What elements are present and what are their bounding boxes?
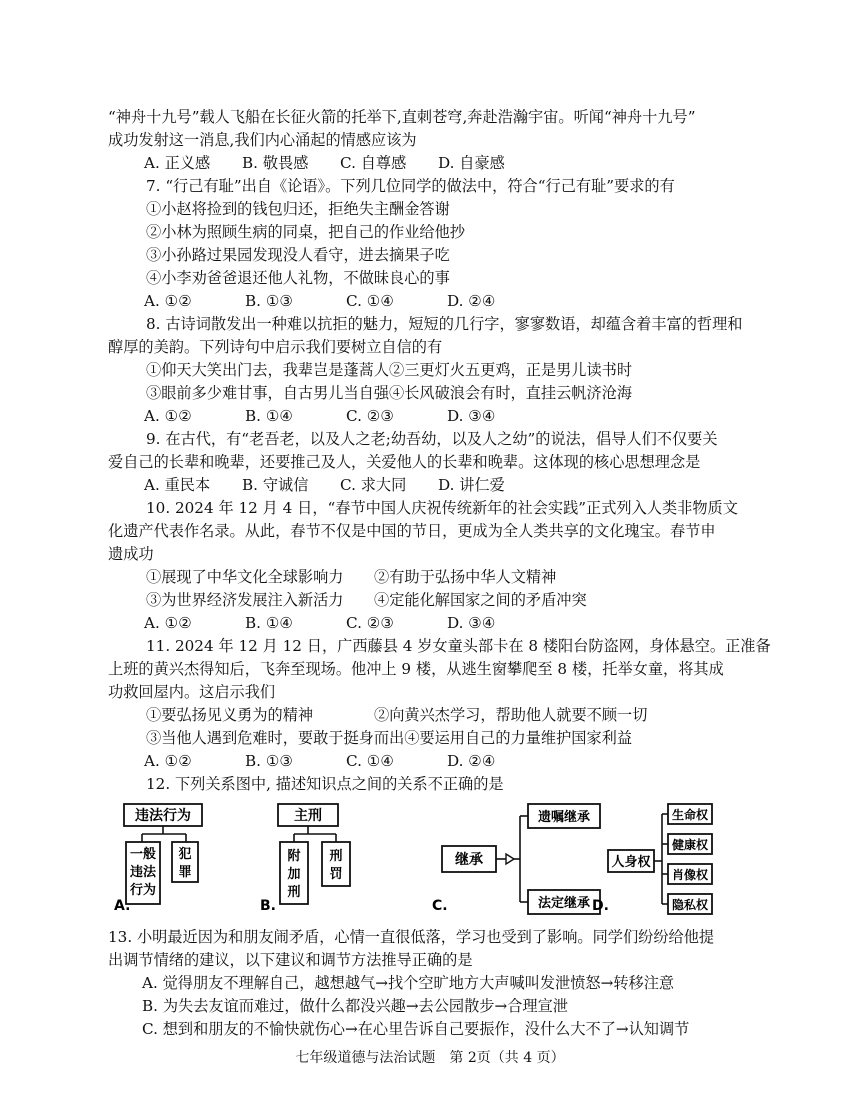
diagram-c-root-text: 继承	[455, 852, 483, 868]
q11-stem-line2: 上班的黄兴杰得知后，飞奔至现场。他冲上 9 楼，从逃生窗攀爬至 8 楼，托举女童，将其成	[108, 660, 724, 678]
q11-stem-line1: 11. 2024 年 12 月 12 日，广西藤县 4 岁女童头部卡在 8 楼阳台防盗网，身体悬空。正准备	[146, 637, 771, 655]
diagram-b-right-text-2: 罚	[329, 867, 343, 882]
diagram-c-branch1-text: 遗嘱继承	[537, 810, 591, 825]
q11-item-1: ①要弘扬见义勇为的精神	[146, 706, 314, 724]
q6-option-d: D. 自豪感	[438, 154, 505, 172]
diagram-d-item1-text: 生命权	[671, 808, 709, 822]
q10-stem-line1: 10. 2024 年 12 月 4 日，“春节中国人庆祝传统新年的社会实践”正式列入人类非物质文	[146, 499, 738, 517]
diagram-c-branch2-text: 法定继承	[537, 896, 591, 911]
q9-option-b: B. 守诚信	[242, 476, 309, 494]
diagram-b-label: B.	[260, 898, 276, 914]
q7-option-b: B. ①③	[245, 292, 294, 310]
q13-stem-line1: 13. 小明最近因为和朋友闹矛盾，心情一直很低落，学习也受到了影响。同学们纷纷给他提	[108, 928, 715, 946]
diagram-d	[592, 804, 712, 914]
q6-stem-line2: 成功发射这一消息,我们内心涌起的情感应该为	[108, 131, 417, 149]
diagram-b	[260, 804, 350, 914]
q10-item-1: ①展现了中华文化全球影响力	[146, 568, 344, 586]
diagram-a-label: A.	[114, 898, 131, 914]
q8-stem-line1: 8. 古诗词散发出一种难以抗拒的魅力，短短的几行字，寥寥数语，却蕴含着丰富的哲理和	[146, 315, 743, 333]
q9-stem-line2: 爱自己的长辈和晚辈，还要推己及人，关爱他人的长辈和晚辈。这体现的核心思想理念是	[108, 453, 701, 471]
q9-option-c: C. 求大同	[340, 476, 407, 494]
q8-option-c: C. ②③	[346, 407, 394, 425]
q7-stem: 7. “行己有耻”出自《论语》。下列几位同学的做法中，符合“行己有耻”要求的有	[146, 177, 675, 195]
q10-stem-line2: 化遗产代表作名录。从此，春节不仅是中国的节日，更成为全人类共享的文化瑰宝。春节申	[108, 522, 716, 540]
diagram-a-right-text-1: 犯	[178, 847, 192, 862]
q11-option-d: D. ②④	[447, 752, 496, 770]
diagram-c	[432, 804, 600, 914]
q13-stem-line2: 出调节情绪的建议，以下建议和调节方法推导正确的是	[108, 951, 473, 969]
q10-options	[128, 612, 728, 635]
diagram-b-right-text-1: 刑	[329, 849, 343, 864]
q9-options	[128, 474, 728, 497]
q11-options	[128, 750, 728, 773]
diagram-a-top-text: 违法行为	[135, 808, 191, 824]
q11-items-line2: ③当他人遇到危难时，要敢于挺身而出④要运用自己的力量维护国家利益	[146, 729, 632, 747]
q11-option-b: B. ①③	[245, 752, 294, 770]
q9-stem-line1: 9. 在古代，有“老吾老，以及人之老;幼吾幼，以及人之幼”的说法，倡导人们不仅要关	[146, 430, 718, 448]
q10-option-a: A. ①②	[144, 614, 192, 632]
q10-option-b: B. ①④	[245, 614, 294, 632]
q6-stem-line1: “神舟十九号”载人飞船在长征火箭的托举下,直刺苍穹,奔赴浩瀚宇宙。听闻“神舟十九号”	[108, 108, 696, 126]
page-footer: 七年级道德与法治试题 第 2页（共 4 页）	[295, 1050, 565, 1066]
diagram-b-left-text-2: 加	[287, 867, 301, 882]
q10-stem-line3: 遗成功	[108, 545, 154, 563]
q8-items-line1: ①仰天大笑出门去，我辈岂是蓬蒿人②三更灯火五更鸡，正是男儿读书时	[146, 361, 632, 379]
q11-item-2: ②向黄兴杰学习，帮助他人就要不顾一切	[374, 706, 648, 724]
q7-item-4: ④小李劝爸爸退还他人礼物，不做昧良心的事	[146, 269, 450, 287]
q9-option-a: A. 重民本	[144, 476, 211, 494]
q13-option-b: B. 为失去友谊而难过，做什么都没兴趣→去公园散步→合理宣泄	[142, 997, 568, 1015]
q10-item-3: ③为世界经济发展注入新活力	[146, 591, 344, 609]
q10-item-2: ②有助于弘扬中华人文精神	[374, 568, 557, 586]
q6-option-c: C. 自尊感	[340, 154, 407, 172]
q8-options	[128, 405, 728, 428]
q7-item-3: ③小孙路过果园发现没人看守，进去摘果子吃	[146, 246, 450, 264]
diagram-b-left-text-3: 刑	[287, 885, 301, 900]
q10-items-line2	[128, 589, 728, 612]
q8-option-a: A. ①②	[144, 407, 192, 425]
q10-items-line1	[128, 566, 728, 589]
q13-option-c: C. 想到和朋友的不愉快就伤心→在心里告诉自己要振作，没什么大不了→认知调节	[142, 1020, 690, 1038]
q8-items-line2: ③眼前多少难甘事，自古男儿当自强④长风破浪会有时，直挂云帆济沧海	[146, 384, 632, 402]
diagram-b-left-text-1: 附	[287, 849, 301, 864]
q12-diagrams	[114, 800, 728, 918]
diagram-d-item3-text: 肖像权	[671, 868, 709, 882]
q7-option-c: C. ①④	[346, 292, 394, 310]
diagram-d-item2-text: 健康权	[671, 838, 709, 852]
q6-option-b: B. 敬畏感	[242, 154, 309, 172]
q7-option-a: A. ①②	[144, 292, 192, 310]
diagram-a-right-text-2: 罪	[178, 865, 192, 880]
q12-stem: 12. 下列关系图中, 描述知识点之间的关系不正确的是	[146, 775, 504, 793]
q11-items-line1	[128, 704, 728, 727]
q11-option-c: C. ①④	[346, 752, 394, 770]
questions-area	[108, 106, 771, 1041]
q8-option-b: B. ①④	[245, 407, 294, 425]
diagram-d-root-text: 人身权	[611, 855, 651, 870]
diagram-c-label: C.	[432, 898, 448, 914]
q10-item-4: ④定能化解国家之间的矛盾冲突	[374, 591, 587, 609]
q10-option-d: D. ③④	[447, 614, 496, 632]
q12-diagrams-svg	[114, 800, 754, 918]
diagram-a-left-text-1: 一般	[129, 847, 157, 862]
q7-options	[128, 290, 728, 313]
diagram-d-item4-text: 隐私权	[671, 898, 709, 912]
diagram-a-left-text-2: 违法	[129, 865, 157, 880]
q7-item-2: ②小林为照顾生病的同桌，把自己的作业给他抄	[146, 223, 465, 241]
q10-option-c: C. ②③	[346, 614, 394, 632]
diagram-d-label: D.	[592, 898, 609, 914]
q8-stem-line2: 醇厚的美韵。下列诗句中启示我们要树立自信的有	[108, 338, 443, 356]
q6-option-a: A. 正义感	[144, 154, 211, 172]
q6-options	[128, 152, 728, 175]
diagram-a	[114, 804, 202, 914]
q7-option-d: D. ②④	[447, 292, 496, 310]
q11-stem-line3: 功救回屋内。这启示我们	[108, 683, 276, 701]
q11-option-a: A. ①②	[144, 752, 192, 770]
q7-item-1: ①小赵将捡到的钱包归还，拒绝失主酬金答谢	[146, 200, 450, 218]
diagram-a-left-text-3: 行为	[129, 883, 157, 898]
q13-option-a: A. 觉得朋友不理解自己，越想越气→找个空旷地方大声喊叫发泄愤怒→转移注意	[142, 974, 675, 992]
diagram-b-top-text: 主刑	[294, 808, 322, 824]
q8-option-d: D. ③④	[447, 407, 496, 425]
q9-option-d: D. 讲仁爱	[438, 476, 505, 494]
